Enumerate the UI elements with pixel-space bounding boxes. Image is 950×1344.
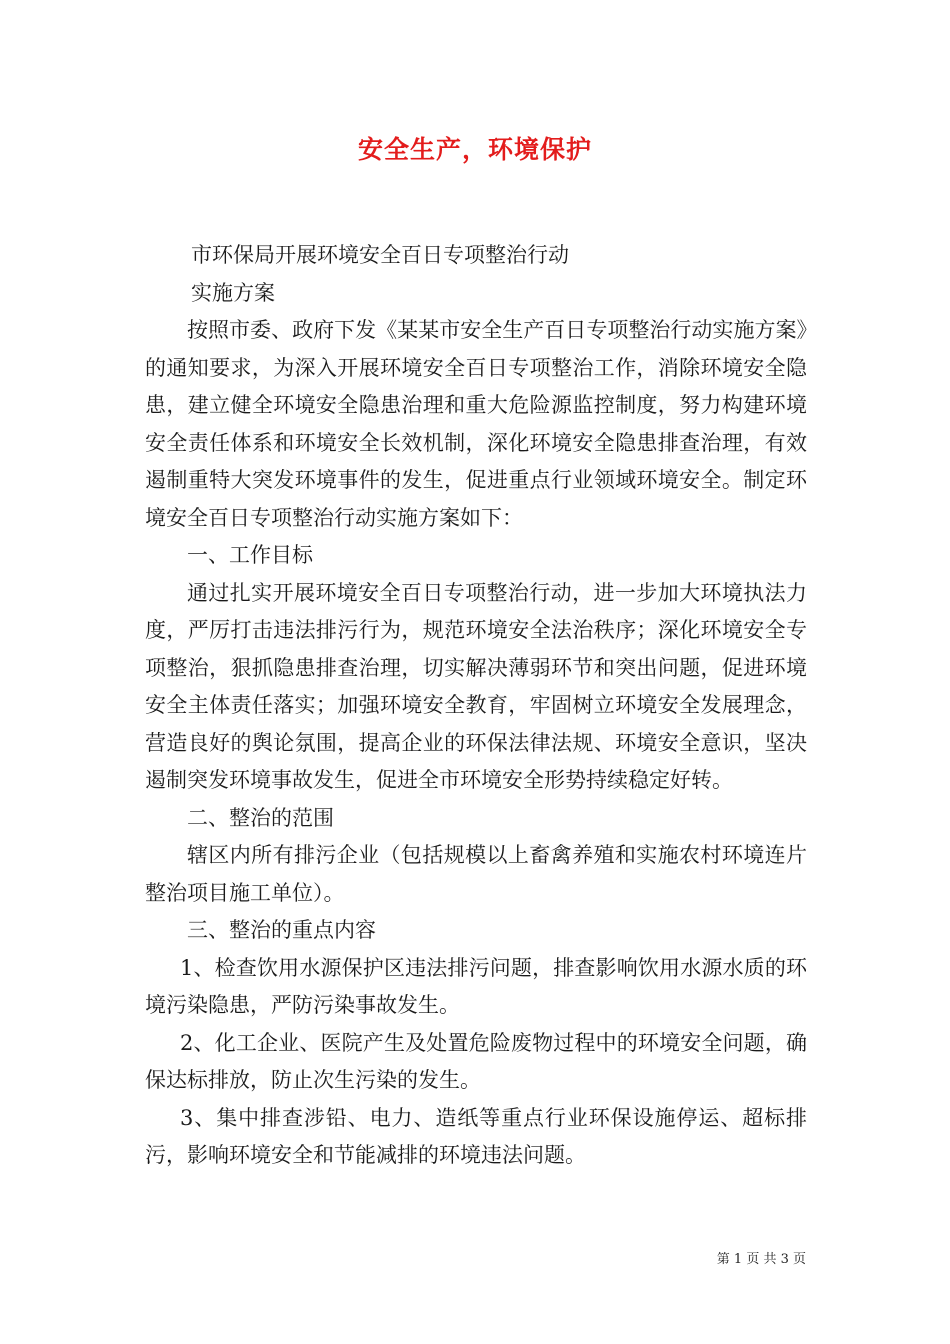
document-title: 安全生产，环境保护: [357, 135, 592, 164]
heading-line-1: 市环保局开展环境安全百日专项整治行动: [191, 243, 569, 267]
list-item-3: 3、集中排查涉铅、电力、造纸等重点行业环保设施停运、超标排污，影响环境安全和节能减排的环境违法问题。: [145, 1105, 807, 1167]
document-body: [145, 237, 807, 1175]
section-2-body: 辖区内所有排污企业（包括规模以上畜禽养殖和实施农村环境连片整治项目施工单位）。: [145, 843, 807, 905]
intro-paragraph: 按照市委、政府下发《某某市安全生产百日专项整治行动实施方案》的通知要求，为深入开展环境安全百日专项整治工作，消除环境安全隐患，建立健全环境安全隐患治理和重大危险源监控制度，努力构建环境安全责任体系和环境安全长效机制，深化环境安全隐患排查治理，有效遏制重特大突发环境事件的发生，促进重点行业领域环境安全。制定环境安全百日专项整治行动实施方案如下：: [145, 318, 807, 530]
list-item-1: 1、检查饮用水源保护区违法排污问题，排查影响饮用水源水质的环境污染隐患，严防污染事故发生。: [145, 955, 807, 1017]
list-item-2: 2、化工企业、医院产生及处置危险废物过程中的环境安全问题，确保达标排放，防止次生污染的发生。: [145, 1030, 807, 1092]
section-1-title: 一、工作目标: [187, 543, 313, 567]
section-3-title: 三、整治的重点内容: [187, 918, 376, 942]
section-1-body: 通过扎实开展环境安全百日专项整治行动，进一步加大环境执法力度，严厉打击违法排污行为，规范环境安全法治秩序；深化环境安全专项整治，狠抓隐患排查治理，切实解决薄弱环节和突出问题，促进环境安全主体责任落实；加强环境安全教育，牢固树立环境安全发展理念，营造良好的舆论氛围，提高企业的环保法律法规、环境安全意识，坚决遏制突发环境事故发生，促进全市环境安全形势持续稳定好转。: [145, 580, 807, 792]
heading-line-2: 实施方案: [191, 280, 275, 305]
section-2-title: 二、整治的范围: [187, 805, 334, 830]
page-number-footer: 第 1 页 共 3 页: [716, 1252, 806, 1267]
